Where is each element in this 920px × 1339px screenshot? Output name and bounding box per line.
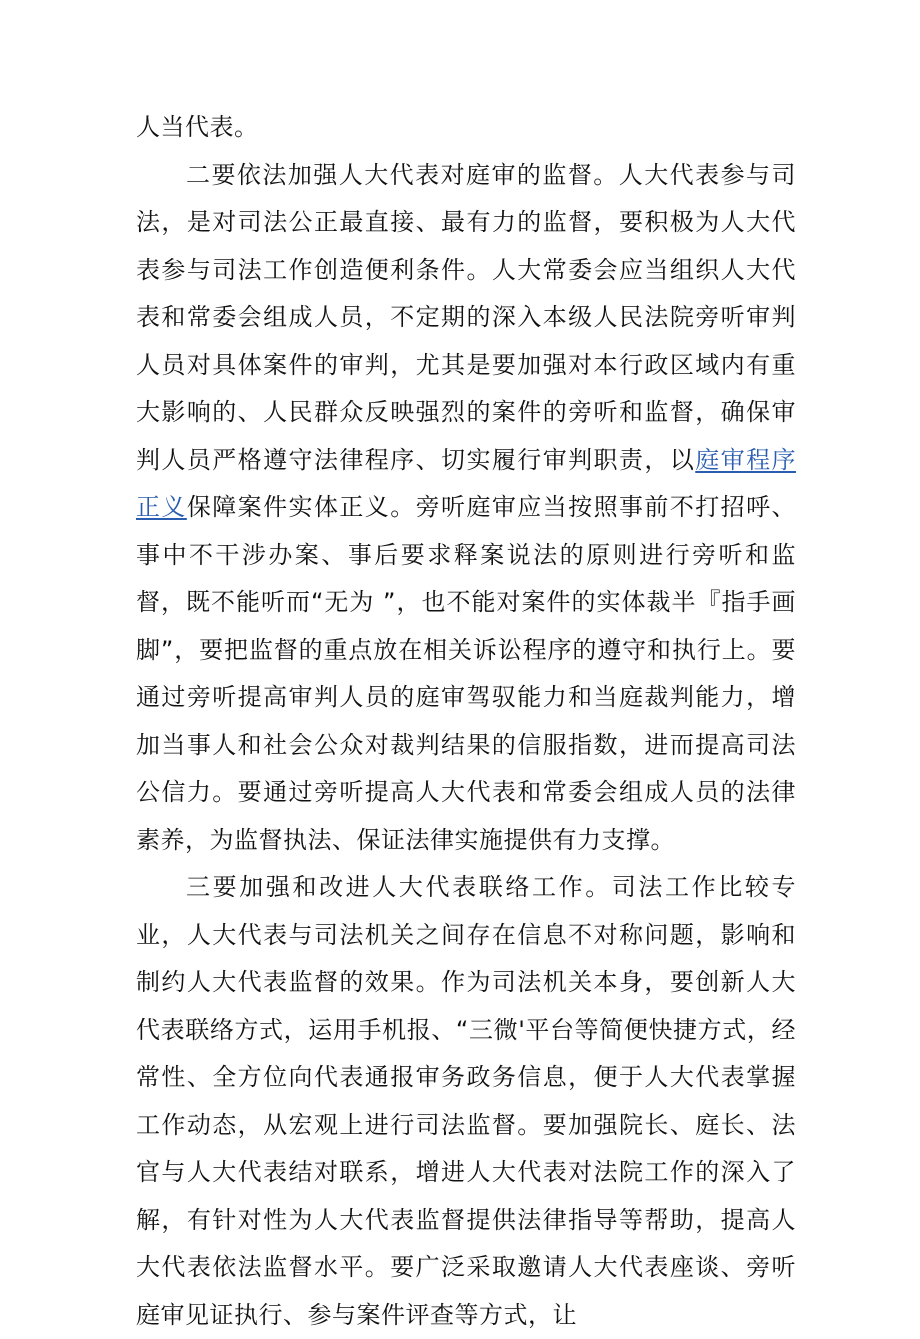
paragraph-continuation: 人当代表。 — [136, 113, 259, 141]
document-body — [136, 104, 796, 1339]
paragraph-court-supervision — [136, 152, 796, 865]
paragraph-liaison-work: 三要加强和改进人大代表联络工作。司法工作比较专业，人大代表与司法机关之间存在信息不对称问题，影响和制约人大代表监督的效果。作为司法机关本身，要创新人大代表联络方式，运用手机报、“三微'平台等简便快捷方式，经常性、全方位向代表通报审务政务信息，便于人大代表掌握工作动态，从宏观上进行司法监督。要加强院长、庭长、法官与人大代表结对联系，增进人大代表对法院工作的深入了解，有针对性为人大代表监督提供法律指导等帮助，提高人大代表依法监督水平。要广泛采取邀请人大代表座谈、旁听庭审见证执行、参与案件评查等方式，让 — [136, 873, 796, 1329]
procedural-justice-link[interactable]: 庭审程序正义 — [136, 445, 797, 521]
paragraph-text-after-link: 保障案件实体正义。旁听庭审应当按照事前不打招呼、事中不干涉办案、事后要求释案说法的原则进行旁听和监督，既不能听而“无为 ”，也不能对案件的实体裁半『指手画脚”，要把监督的重点放在相关诉讼程序的遵守和执行上。要通过旁听提高审判人员的庭审驾驭能力和当庭裁判能力，增加当事人和社会公众对裁判结果的信服指数，进而提高司法公信力。要通过旁听提高人大代表和常委会组成人员的法律素养，为监督执法、保证法律实施提供有力支撑。 — [136, 493, 797, 854]
paragraph-text-before-link: 二要依法加强人大代表对庭审的监督。人大代表参与司法，是对司法公正最直接、最有力的监督，要积极为人大代表参与司法工作创造便利条件。人大常委会应当组织人大代表和常委会组成人员，不定期的深入本级人民法院旁听审判人员对具体案件的审判，尤其是要加强对本行政区域内有重大影响的、人民群众反映强烈的案件的旁听和监督，确保审判人员严格遵守法律程序、切实履行审判职责，以 — [136, 160, 796, 474]
